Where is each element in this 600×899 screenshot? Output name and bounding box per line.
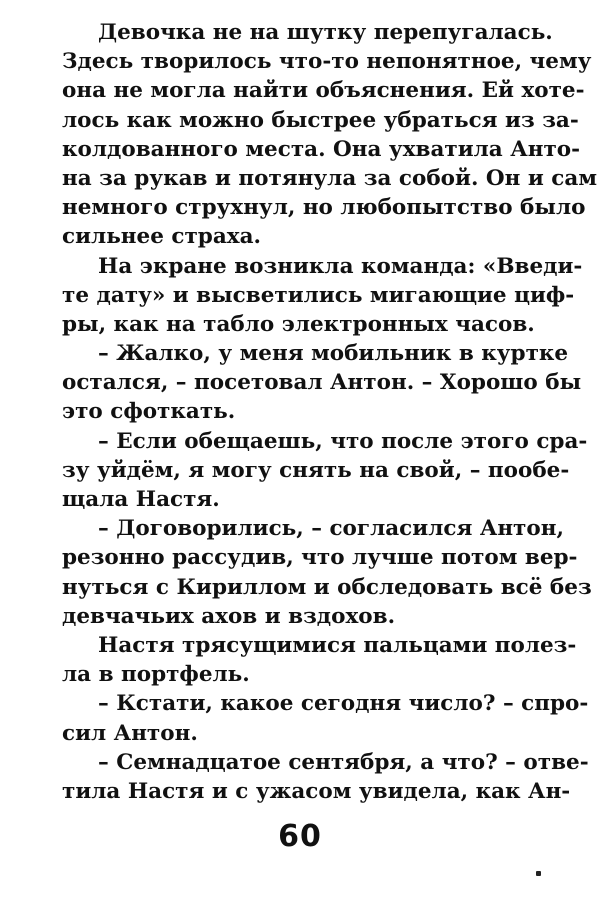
text-line: немного струхнул, но любопытство было: [62, 195, 586, 221]
text-line: – Жалко, у меня мобильник в куртке: [98, 341, 569, 367]
text-line: колдованного места. Она ухватила Анто-: [62, 136, 581, 162]
text-line: лось как можно быстрее убраться из за-: [62, 107, 579, 133]
text-line: Девочка не на шутку перепугалась.: [98, 20, 553, 45]
text-line: она не могла найти объяснения. Ей хоте-: [62, 78, 585, 104]
text-line: – Семнадцатое сентября, а что? – отве-: [98, 749, 589, 775]
text-line: Настя трясущимися пальцами полез-: [98, 632, 577, 658]
text-line: – Кстати, какое сегодня число? – спро-: [98, 691, 589, 717]
body-text: [62, 18, 598, 806]
print-mark: [536, 871, 541, 876]
page-number: 60: [278, 819, 322, 854]
text-line: зу уйдём, я могу снять на свой, – пообе-: [62, 457, 570, 483]
text-line: резонно рассудив, что лучше потом вер-: [62, 545, 578, 571]
text-line: те дату» и высветились мигающие циф-: [62, 282, 575, 308]
text-line: щала Настя.: [62, 487, 220, 512]
text-line: на за рукав и потянула за собой. Он и сам: [62, 165, 598, 191]
text-line: – Договорились, – согласился Антон,: [98, 516, 564, 542]
text-line: остался, – посетовал Антон. – Хорошо бы: [62, 370, 582, 396]
text-line: это сфоткать.: [62, 399, 236, 425]
text-line: девчачьих ахов и вздохов.: [62, 603, 396, 629]
text-line: – Если обещаешь, что после этого сра-: [98, 428, 588, 454]
text-line: сил Антон.: [62, 720, 198, 746]
text-line: ры, как на табло электронных часов.: [62, 311, 535, 337]
text-line: На экране возникла команда: «Введи-: [98, 253, 583, 279]
text-line: Здесь творилось что-то непонятное, чему: [62, 49, 592, 75]
text-line: ла в портфель.: [62, 662, 250, 688]
text-line: тила Настя и с ужасом увидела, как Ан-: [62, 778, 571, 804]
text-line: сильнее страха.: [62, 224, 261, 250]
text-line: нуться с Кириллом и обследовать всё без: [62, 574, 592, 600]
